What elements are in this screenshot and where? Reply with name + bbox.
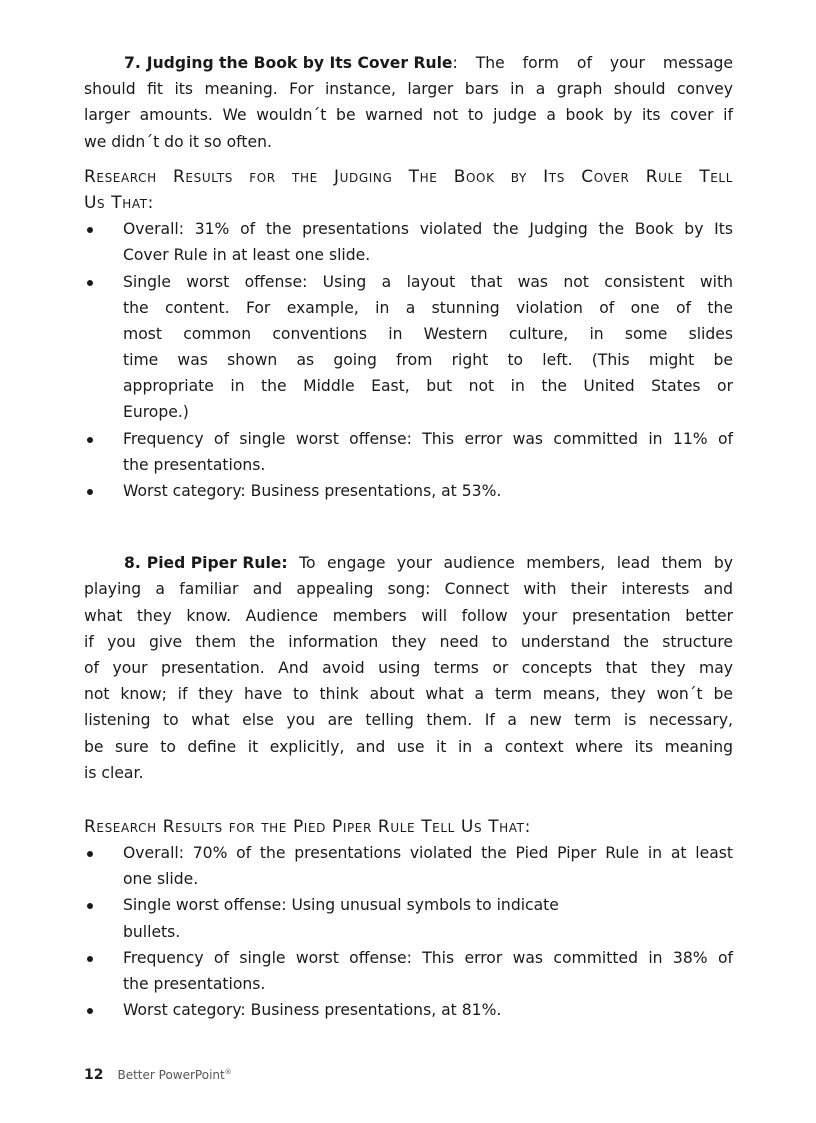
list-item-line: the content. For example, in a stunning violation of one of the <box>123 298 733 317</box>
page-body <box>84 50 733 1023</box>
list-item-line: Worst category: Business presentations, at 53%. <box>123 482 502 500</box>
list-item <box>84 478 733 504</box>
list-item-line: time was shown as going from right to left. (This might be <box>123 351 733 370</box>
bullet-icon <box>87 956 93 962</box>
results-list <box>84 840 733 1023</box>
paragraph-line: of your presentation. And avoid using terms or concepts that they may <box>84 658 733 677</box>
rule-title: Pied Piper Rule: <box>146 554 288 573</box>
page-number: 12 <box>84 1067 104 1083</box>
list-item-line: most common conventions in Western culture, in some slides <box>123 324 733 343</box>
list-item <box>84 892 733 944</box>
bullet-icon <box>87 489 93 495</box>
list-item-line: Europe.) <box>123 403 189 422</box>
registered-mark: ® <box>224 1068 232 1076</box>
list-item <box>84 269 733 426</box>
paragraph-line: is clear. <box>84 763 144 782</box>
rule-title: Judging the Book by Its Cover Rule <box>146 54 453 72</box>
list-item-line: Worst category: Business presentations, at 81%. <box>123 1001 502 1020</box>
list-item <box>84 945 733 997</box>
bullet-icon <box>87 227 93 233</box>
list-item-line: Overall: 31% of the presentations violated the Judging the Book by Its <box>123 220 733 239</box>
list-item-line: the presentations. <box>123 455 266 474</box>
paragraph-line: if you give them the information they need to understand the structure <box>84 632 733 651</box>
list-item-line: appropriate in the Middle East, but not in the United States or <box>123 377 733 396</box>
heading-line: Us That: <box>84 192 155 213</box>
list-item-line: bullets. <box>123 922 181 941</box>
rule-paragraph <box>84 550 733 786</box>
list-item-line: one slide. <box>123 870 199 889</box>
rule-paragraph <box>84 50 733 155</box>
rule-8-section <box>84 550 733 1023</box>
paragraph-line: what they know. Audience members will follow your presentation better <box>84 606 733 625</box>
page-footer <box>84 1067 232 1083</box>
paragraph-line: should fit its meaning. For instance, larger bars in a graph should convey <box>84 80 733 99</box>
list-item <box>84 840 733 892</box>
bullet-icon <box>87 851 93 857</box>
book-title: Better PowerPoint <box>117 1068 225 1082</box>
paragraph-text: : The form of your message <box>452 54 733 72</box>
list-item-line: the presentations. <box>123 975 266 993</box>
research-results-heading <box>84 164 733 216</box>
paragraph-text: To engage your audience members, lead them by <box>287 554 733 573</box>
rule-number: 7. <box>124 54 141 72</box>
bullet-icon <box>87 903 93 909</box>
list-item <box>84 997 733 1023</box>
results-list <box>84 216 733 504</box>
list-item-line: Single worst offense: Using unusual symbols to indicate <box>123 896 559 915</box>
paragraph-line: larger amounts. We wouldn´t be warned not to judge a book by its cover if <box>84 106 733 125</box>
paragraph-line: we didn´t do it so often. <box>84 132 272 151</box>
list-item-line: Cover Rule in at least one slide. <box>123 246 371 265</box>
list-item <box>84 426 733 478</box>
paragraph-line: not know; if they have to think about what a term means, they won´t be <box>84 685 733 704</box>
list-item-line: Overall: 70% of the presentations violated the Pied Piper Rule in at least <box>123 844 733 863</box>
list-item-line: Frequency of single worst offense: This error was committed in 38% of <box>123 948 733 967</box>
paragraph-line: be sure to define it explicitly, and use it in a context where its meaning <box>84 737 733 756</box>
bullet-icon <box>87 437 93 443</box>
list-item-line: Frequency of single worst offense: This error was committed in 11% of <box>123 429 733 448</box>
rule-7-section <box>84 50 733 504</box>
paragraph-line <box>84 50 733 76</box>
heading-line: Research Results for the Judging The Book by Its Cover Rule Tell <box>84 166 733 187</box>
bullet-icon <box>87 280 93 286</box>
rule-number: 8. <box>124 554 141 573</box>
bullet-icon <box>87 1008 93 1014</box>
list-item-line: Single worst offense: Using a layout that was not consistent with <box>123 272 733 291</box>
research-results-heading <box>84 814 733 840</box>
paragraph-line: listening to what else you are telling them. If a new term is necessary, <box>84 711 733 730</box>
list-item <box>84 216 733 268</box>
heading-line: Research Results for the Pied Piper Rule Tell Us That: <box>84 816 531 837</box>
paragraph-line <box>84 550 733 576</box>
paragraph-line: playing a familiar and appealing song: Connect with their interests and <box>84 580 733 599</box>
